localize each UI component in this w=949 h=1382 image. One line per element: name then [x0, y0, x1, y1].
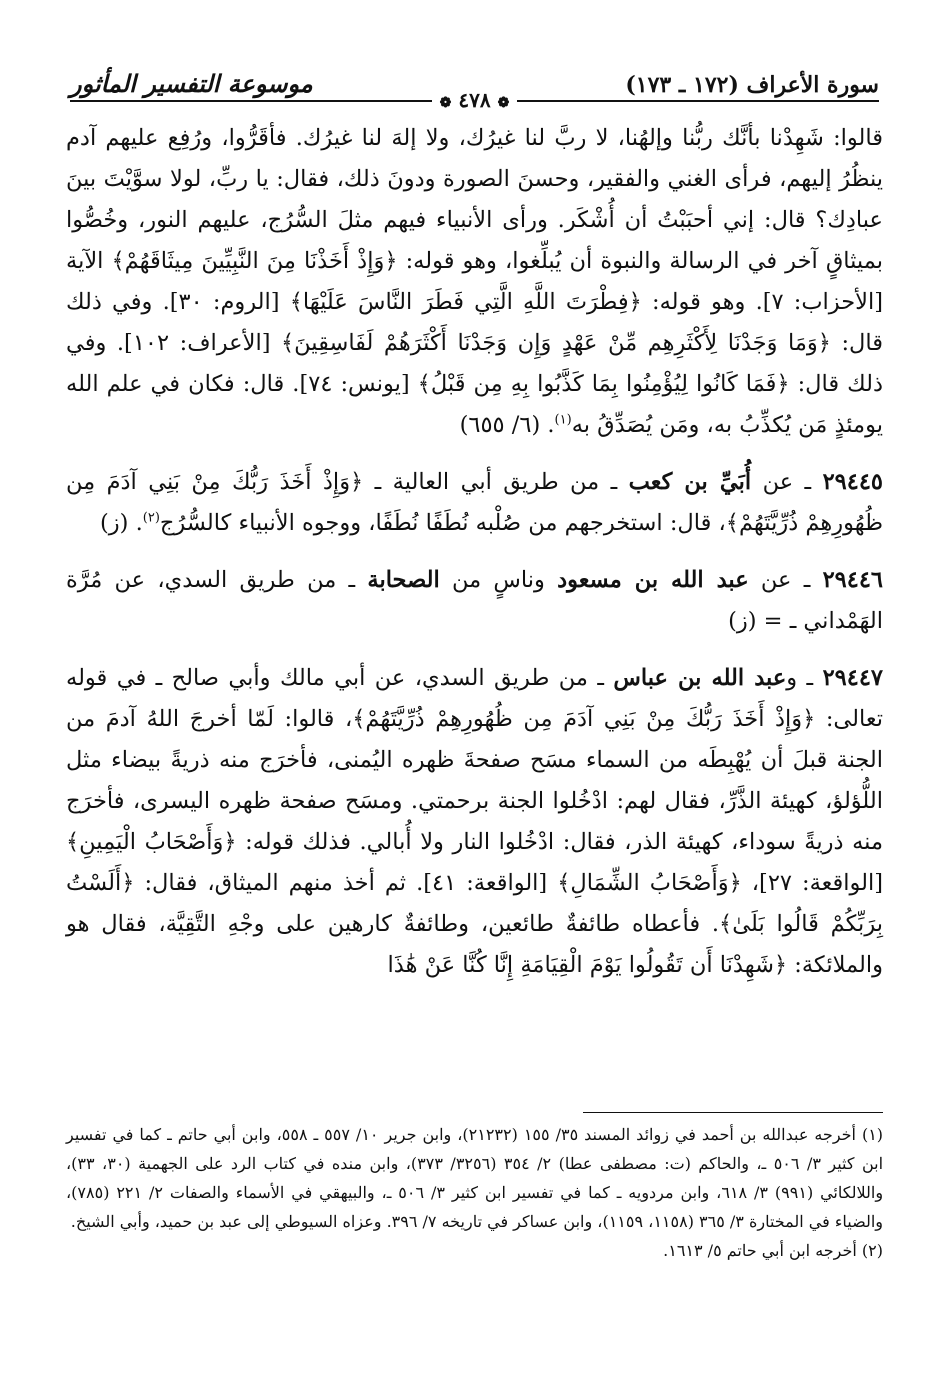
surah-title: سورة الأعراف (١٧٢ ـ ١٧٣) [625, 72, 879, 98]
narration-text: ـ من طريق أبي العالية ـ ﴿وَإِذْ أَخَذَ رَبُّكَ مِنْ بَنِي آدَمَ مِن ظُهُورِهِمْ ذُرِّيَّتَهُمْ﴾، قال: استخرجهم من صُلْبه نُطَفًا نُطَفًا، ووجوه الأنبياء كالسُّرُج [66, 469, 883, 536]
narration-number: ٢٩٤٤٥ [822, 469, 883, 495]
narrator-name: عبد الله بن مسعود [557, 567, 749, 593]
narrator-group: الصحابة [367, 567, 440, 593]
main-text [66, 118, 883, 1002]
narration-text: ـ من طريق السدي، عن أبي مالك وأبي صالح ـ في قوله تعالى: ﴿وَإِذْ أَخَذَ رَبُّكَ مِنْ بَنِي آدَمَ مِن ظُهُورِهِمْ ذُرِّيَّتَهُمْ﴾، قالوا: لَمّا أخرجَ اللهُ آدمَ من الجنة قبلَ أن يُهْبِطَه من السماء مسَح صفحةَ ظهره اليُمنى، فأخرَج منه ذريةً بيضاء مثل اللُّؤلؤ، كهيئة الذَّرِّ، فقال لهم: ادْخُلوا الجنة برحمتي. ومسَح صفحة ظهره اليسرى، فأخرَج منه ذريةً سوداء، كهيئة الذر، فقال: ادْخُلوا النار ولا أُبالي. فذلك قوله: ﴿وَأَصْحَابُ الْيَمِينِ﴾ [الواقعة: ٢٧]، ﴿وَأَصْحَابُ الشِّمَالِ﴾ [الواقعة: ٤١]. ثم أخذ منهم الميثاق، فقال: ﴿أَلَسْتُ بِرَبِّكُمْ قَالُوا بَلَىٰ﴾. فأعطاه طائفةٌ طائعين، وطائفةٌ كارهين على وجْهِ التَّقِيَّة، فقال هو والملائكة: ﴿شَهِدْنَا أَن تَقُولُوا يَوْمَ الْقِيَامَةِ إِنَّا كُنَّا عَنْ هَٰذَا [66, 665, 884, 978]
footnotes [66, 1120, 883, 1265]
narration-end: . (ز) [100, 510, 143, 536]
narration-prefix: ـ و [786, 665, 823, 691]
narration-prefix: ـ عن [748, 567, 823, 593]
paragraph-continuation [66, 118, 883, 446]
paragraph-text: قالوا: شَهِدْنا بأنَّك ربُّنا وإلهُنا، لا ربَّ لنا غيرُك، ولا إلهَ لنا غيرُك. فأقَرُّوا، ورُفِع عليهم آدم ينظُرُ إليهم، فرأى الغني والفقير، وحسنَ الصورة ودونَ ذلك، فقال: يا ربِّ، لولا سوَّيْتَ بينَ عبادِك؟ قال: إني أحبَبْتُ أن أُشْكَر. ورأى الأنبياء فيهم مثلَ السُّرُج، عليهم النور، وخُصُّوا بميثاقٍ آخر في الرسالة والنبوة أن يُبلِّغوا، وهو قوله: ﴿وَإِذْ أَخَذْنَا مِنَ النَّبِيِّينَ مِيثَاقَهُمْ﴾ الآية [الأحزاب: ٧]. وهو قوله: ﴿فِطْرَتَ اللَّهِ الَّتِي فَطَرَ النَّاسَ عَلَيْهَا﴾ [الروم: ٣٠]. وفي ذلك قال: ﴿وَمَا وَجَدْنَا لِأَكْثَرِهِم مِّنْ عَهْدٍ وَإِن وَجَدْنَا أَكْثَرَهُمْ لَفَاسِقِينَ﴾ [الأعراف: ١٠٢]. وفي ذلك قال: ﴿فَمَا كَانُوا لِيُؤْمِنُوا بِمَا كَذَّبُوا بِهِ مِن قَبْلُ﴾ [يونس: ٧٤]. قال: فكان في علم الله يومئذٍ مَن يُكذِّبُ به، ومَن يُصَدِّقُ به [66, 125, 883, 438]
narration-29447 [66, 658, 883, 986]
footnote-marker-2: (٢) [142, 510, 160, 526]
page-number-value: ٤٧٨ [458, 88, 491, 112]
footnote-marker-1: (١) [554, 412, 572, 428]
narration-29446 [66, 560, 883, 642]
paragraph-reference: . (٦/ ٦٥٥) [459, 412, 555, 438]
footnote-2: (٢) أخرجه ابن أبي حاتم ٥/ ١٦١٣. [663, 1241, 883, 1260]
page-number-wrap [0, 88, 949, 112]
narration-number: ٢٩٤٤٧ [822, 665, 883, 691]
narration-prefix: ـ عن [751, 469, 823, 495]
book-title: موسوعة التفسير المأثور [70, 69, 313, 98]
footnote-rule [583, 1112, 883, 1113]
narrator-name: أُبَيِّ بن كعب [628, 469, 752, 495]
narration-29445 [66, 462, 883, 544]
ornament-right-icon: ❁ [497, 95, 510, 111]
narrator-name: عبد الله بن عباس [613, 665, 787, 691]
footnote-1: (١) أخرجه عبدالله بن أحمد في زوائد المسند ٣٥/ ١٥٥ (٢١٢٣٢)، وابن جرير ١٠/ ٥٥٧ ـ ٥٥٨، وابن أبي حاتم ـ كما في تفسير ابن كثير ٣/ ٥٠٦ ـ، والحاكم (ت: مصطفى عطا) ٢/ ٣٥٤ (٣٢٥٦/ ٣٧٣)، وابن منده في كتاب الرد على الجهمية (٣٠، ٣٣)، واللالكائي (٩٩١) ٣/ ٦١٨، وابن مردويه ـ كما في تفسير ابن كثير ٣/ ٥٠٦ ـ، والبيهقي في الأسماء والصفات ٢/ ٢٢١ (٧٨٥)، والضياء في المختارة ٣/ ٣٦٥ (١١٥٨، ١١٥٩)، وابن عساكر في تاريخه ٧/ ٣٩٦. وعزاه السيوطي إلى عبد بن حميد، وأبي الشيخ. [66, 1125, 884, 1231]
narration-number: ٢٩٤٤٦ [822, 567, 883, 593]
narration-mid: وناسٍ من [439, 567, 558, 593]
page-number [432, 88, 518, 112]
narration-text: ـ من طريق السدي، عن مُرَّة الهَمْداني ـ = (ز) [66, 567, 883, 634]
ornament-left-icon: ❁ [439, 95, 452, 111]
